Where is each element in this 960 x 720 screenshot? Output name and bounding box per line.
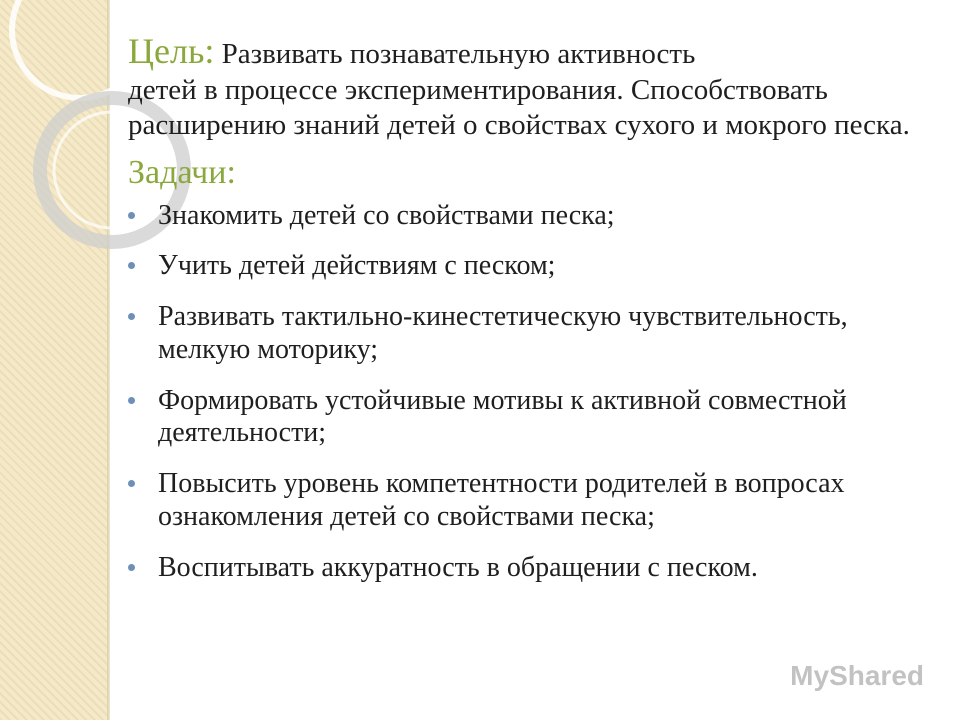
list-item <box>128 301 918 367</box>
goal-text: детей в процессе экспериментирования. Способствовать расширению знаний детей о свойствах сухого и мокрого песка. <box>128 74 910 141</box>
bullet-icon <box>128 480 135 487</box>
decorative-side-band <box>0 0 107 720</box>
band-divider <box>107 0 110 720</box>
goal-label: Цель: <box>128 31 215 71</box>
list-item <box>128 468 918 534</box>
bullet-icon <box>128 313 135 320</box>
list-item <box>128 250 918 283</box>
task-text: Формировать устойчивые мотивы к активной совместной деятельности; <box>158 384 847 449</box>
bullet-icon <box>128 212 135 219</box>
slide-content <box>128 30 918 602</box>
goal-heading <box>128 30 918 73</box>
task-text: Учить детей действиям с песком; <box>158 250 556 282</box>
task-text: Развивать тактильно-кинестетическую чувствительность, мелкую моторику; <box>158 301 848 365</box>
tasks-list <box>128 200 918 585</box>
task-text: Знакомить детей со свойствами песка; <box>158 199 615 231</box>
list-item <box>128 552 918 585</box>
bullet-icon <box>128 262 135 269</box>
list-item <box>128 200 918 233</box>
list-item <box>128 385 918 451</box>
watermark: MyShared <box>790 660 924 691</box>
tasks-label: Задачи: <box>128 153 236 191</box>
task-text: Повысить уровень компетентности родителей в вопросах ознакомления детей со свойствами песка; <box>158 468 845 532</box>
bullet-icon <box>128 397 135 404</box>
bullet-icon <box>128 564 135 571</box>
task-text: Воспитывать аккуратность в обращении с песком. <box>158 551 758 583</box>
goal-first-line: Развивать познавательную активность <box>221 38 696 70</box>
